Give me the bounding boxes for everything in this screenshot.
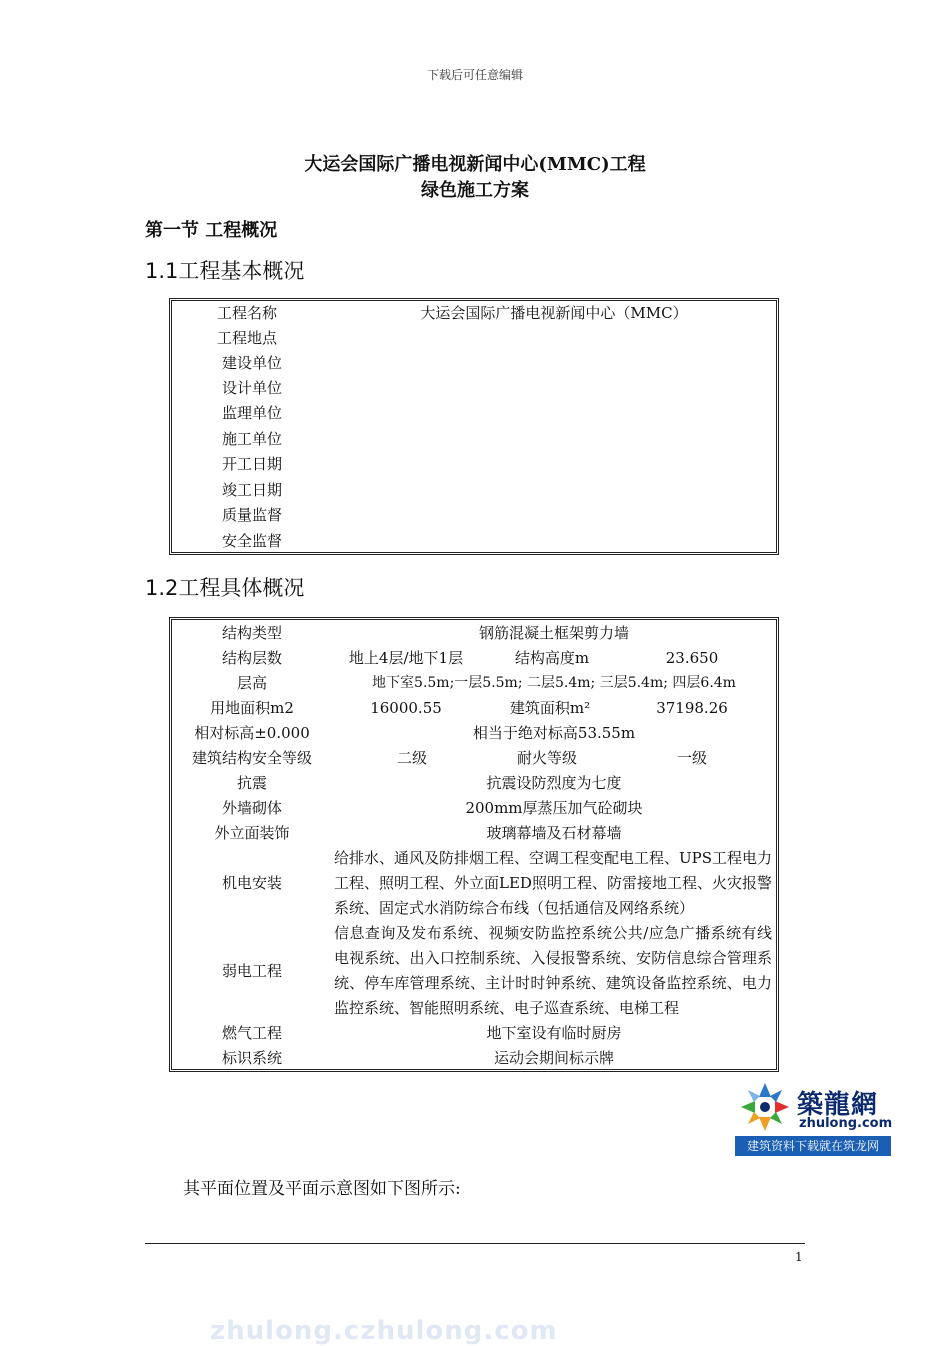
- logo-slogan: 建筑资料下载就在筑龙网: [735, 1136, 891, 1156]
- build-area-value: 37198.26: [656, 699, 728, 717]
- row-value: 地下室设有临时厨房: [486, 1024, 622, 1042]
- row-label: 外墙砌体: [221, 799, 282, 817]
- page-number: 1: [795, 1250, 803, 1264]
- build-area-label: 建筑面积m²: [509, 699, 591, 717]
- row-label: 层高: [236, 674, 267, 692]
- logo-domain: zhulong.com: [799, 1116, 893, 1131]
- fire-grade-label: 耐火等级: [516, 749, 577, 767]
- row-label: 工程地点: [216, 329, 277, 347]
- zhulong-logo: [735, 1078, 891, 1156]
- watermark: zhulong.czhulong.com: [210, 1316, 558, 1346]
- row-label: 燃气工程: [221, 1024, 282, 1042]
- floors-value: 地上4层/地下1层: [348, 649, 464, 667]
- row-label: 标识系统: [221, 1049, 282, 1067]
- row-value: 地下室5.5m;一层5.5m; 二层5.4m; 三层5.4m; 四层6.4m: [372, 675, 736, 691]
- row-label: 建设单位: [221, 354, 282, 372]
- low-voltage-value: 信息查询及发布系统、视频安防监控系统公共/应急广播系统有线电视系统、出入口控制系统、入侵报警系统、安防信息综合管理系统、停车库管理系统、主计时时钟系统、建筑设备监控系统、电力监控系统、智能照明系统、电子巡查系统、电梯工程: [334, 924, 772, 1017]
- row-label: 施工单位: [221, 430, 282, 448]
- land-area-value: 16000.55: [370, 699, 442, 717]
- row-value: 抗震设防烈度为七度: [486, 774, 622, 792]
- row-label: 质量监督: [221, 506, 282, 524]
- row-label: 弱电工程: [221, 962, 282, 980]
- row-label: 抗震: [236, 774, 267, 792]
- row-label: 相对标高±0.000: [194, 724, 310, 742]
- figure-caption: 其平面位置及平面示意图如下图所示:: [183, 1179, 461, 1199]
- header-note: 下载后可任意编辑: [426, 68, 523, 82]
- mep-value: 给排水、通风及防排烟工程、空调工程变配电工程、UPS工程电力工程、照明工程、外立面LED照明工程、防雷接地工程、火灾报警系统、固定式水消防综合布线（包括通信及网络系统）: [334, 849, 773, 917]
- row-label: 设计单位: [221, 379, 282, 397]
- row-value: 钢筋混凝土框架剪力墙: [478, 624, 629, 642]
- row-value: 相当于绝对标高53.55m: [472, 724, 636, 742]
- footer-rule: [145, 1243, 805, 1244]
- safety-grade-value: 二级: [396, 749, 427, 767]
- subsection-heading-1: 1.1工程基本概况: [145, 259, 305, 283]
- row-label: 用地面积m2: [210, 699, 294, 717]
- row-label: 结构层数: [221, 649, 282, 667]
- fire-grade-value: 一级: [676, 749, 707, 767]
- logo-chinese-name: 築龍網: [797, 1090, 879, 1120]
- subsection-heading-2: 1.2工程具体概况: [145, 576, 305, 600]
- row-label: 机电安装: [221, 874, 282, 892]
- row-label: 竣工日期: [221, 481, 282, 499]
- document-title: 大运会国际广播电视新闻中心(MMC)工程: [304, 154, 646, 175]
- row-label: 建筑结构安全等级: [191, 749, 312, 767]
- row-value: 玻璃幕墙及石材幕墙: [486, 824, 622, 842]
- row-value: 大运会国际广播电视新闻中心（MMC）: [420, 304, 688, 322]
- section-heading: 第一节 工程概况: [145, 220, 278, 241]
- logo-emblem-area: [735, 1078, 891, 1136]
- basic-info-table: [169, 298, 779, 555]
- row-label: 安全监督: [221, 532, 282, 550]
- row-value: 运动会期间标示牌: [493, 1049, 614, 1067]
- detail-info-table: [169, 617, 779, 1072]
- row-label: 结构类型: [221, 624, 282, 642]
- row-label: 外立面装饰: [214, 824, 290, 842]
- height-label: 结构高度m: [514, 649, 590, 667]
- snowflake-icon: [735, 1078, 795, 1136]
- document-subtitle: 绿色施工方案: [421, 180, 529, 201]
- row-label: 工程名称: [216, 304, 277, 322]
- row-label: 监理单位: [221, 404, 282, 422]
- row-value: 200mm厚蒸压加气砼砌块: [465, 799, 643, 817]
- row-label: 开工日期: [221, 455, 282, 473]
- height-value: 23.650: [665, 649, 719, 667]
